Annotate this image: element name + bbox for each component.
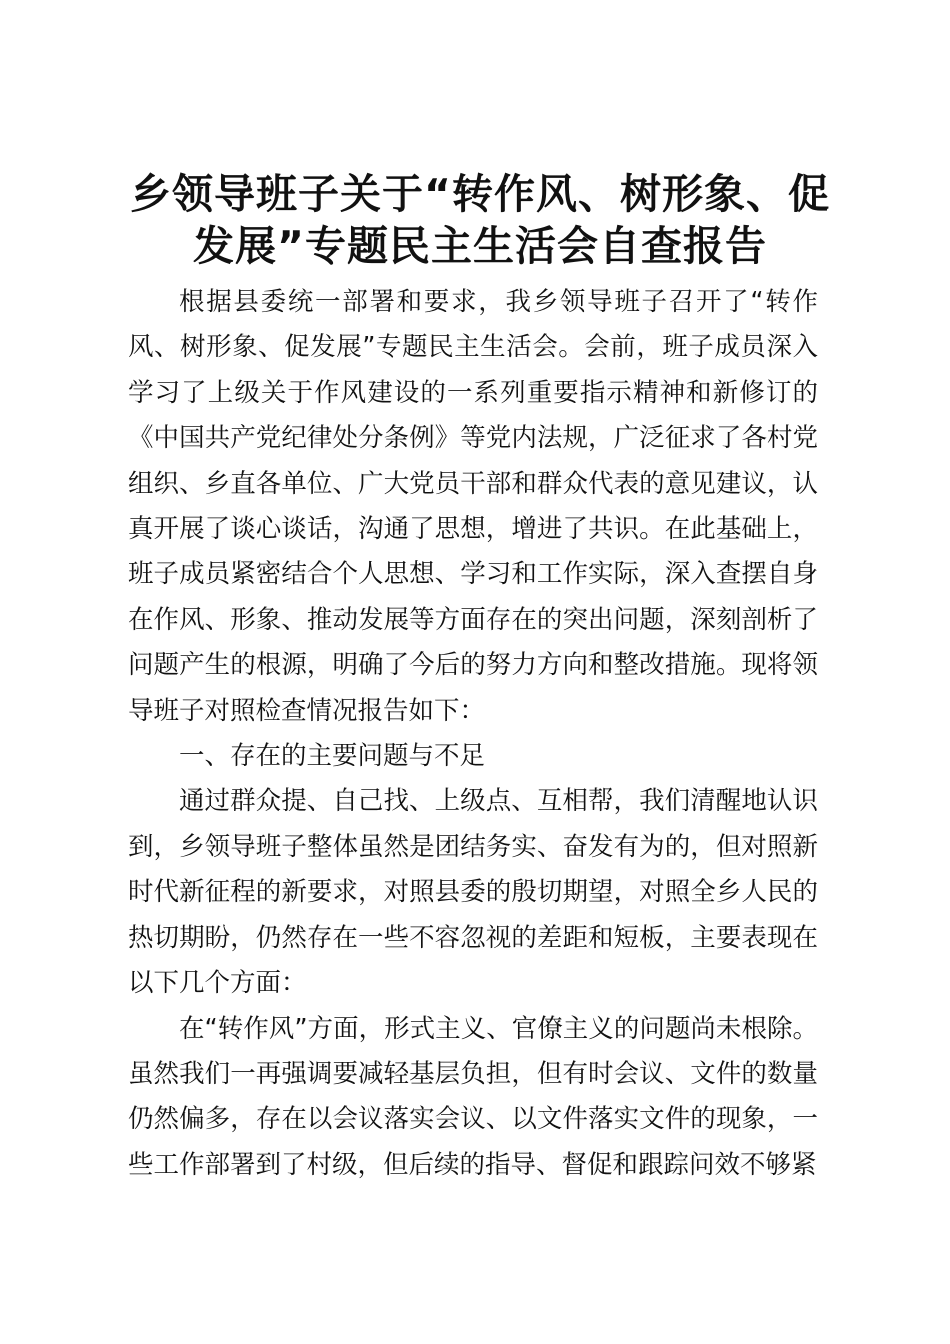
document-body <box>128 280 818 1188</box>
section-1-item-1-paragraph: 在“转作风”方面，形式主义、官僚主义的问题尚未根除。虽然我们一再强调要减轻基层负担，但有时会议、文件的数量仍然偏多，存在以会议落实会议、以文件落实文件的现象，一些工作部署到了村级，但后续的指导、督促和跟踪问效不够紧 <box>128 1013 818 1180</box>
section-1-intro-paragraph: 通过群众提、自己找、上级点、互相帮，我们清醒地认识到，乡领导班子整体虽然是团结务实、奋发有为的，但对照新时代新征程的新要求，对照县委的殷切期望，对照全乡人民的热切期盼，仍然存在一些不容忽视的差距和短板，主要表现在以下几个方面： <box>128 786 818 999</box>
title-line-1: 乡领导班子关于“转作风、树形象、促 <box>130 170 830 218</box>
intro-paragraph: 根据县委统一部署和要求，我乡领导班子召开了“转作风、树形象、促发展”专题民主生活会。会前，班子成员深入学习了上级关于作风建设的一系列重要指示精神和新修订的《中国共产党纪律处分条例》等党内法规，广泛征求了各村党组织、乡直各单位、广大党员干部和群众代表的意见建议，认真开展了谈心谈话，沟通了思想，增进了共识。在此基础上，班子成员紧密结合个人思想、学习和工作实际，深入查摆自身在作风、形象、推动发展等方面存在的突出问题，深刻剖析了问题产生的根源，明确了今后的努力方向和整改措施。现将领导班子对照检查情况报告如下： <box>128 287 818 726</box>
section-heading-1: 一、存在的主要问题与不足 <box>179 741 486 772</box>
title-line-2: 发展”专题民主生活会自查报告 <box>193 222 767 270</box>
document-title <box>100 168 860 272</box>
